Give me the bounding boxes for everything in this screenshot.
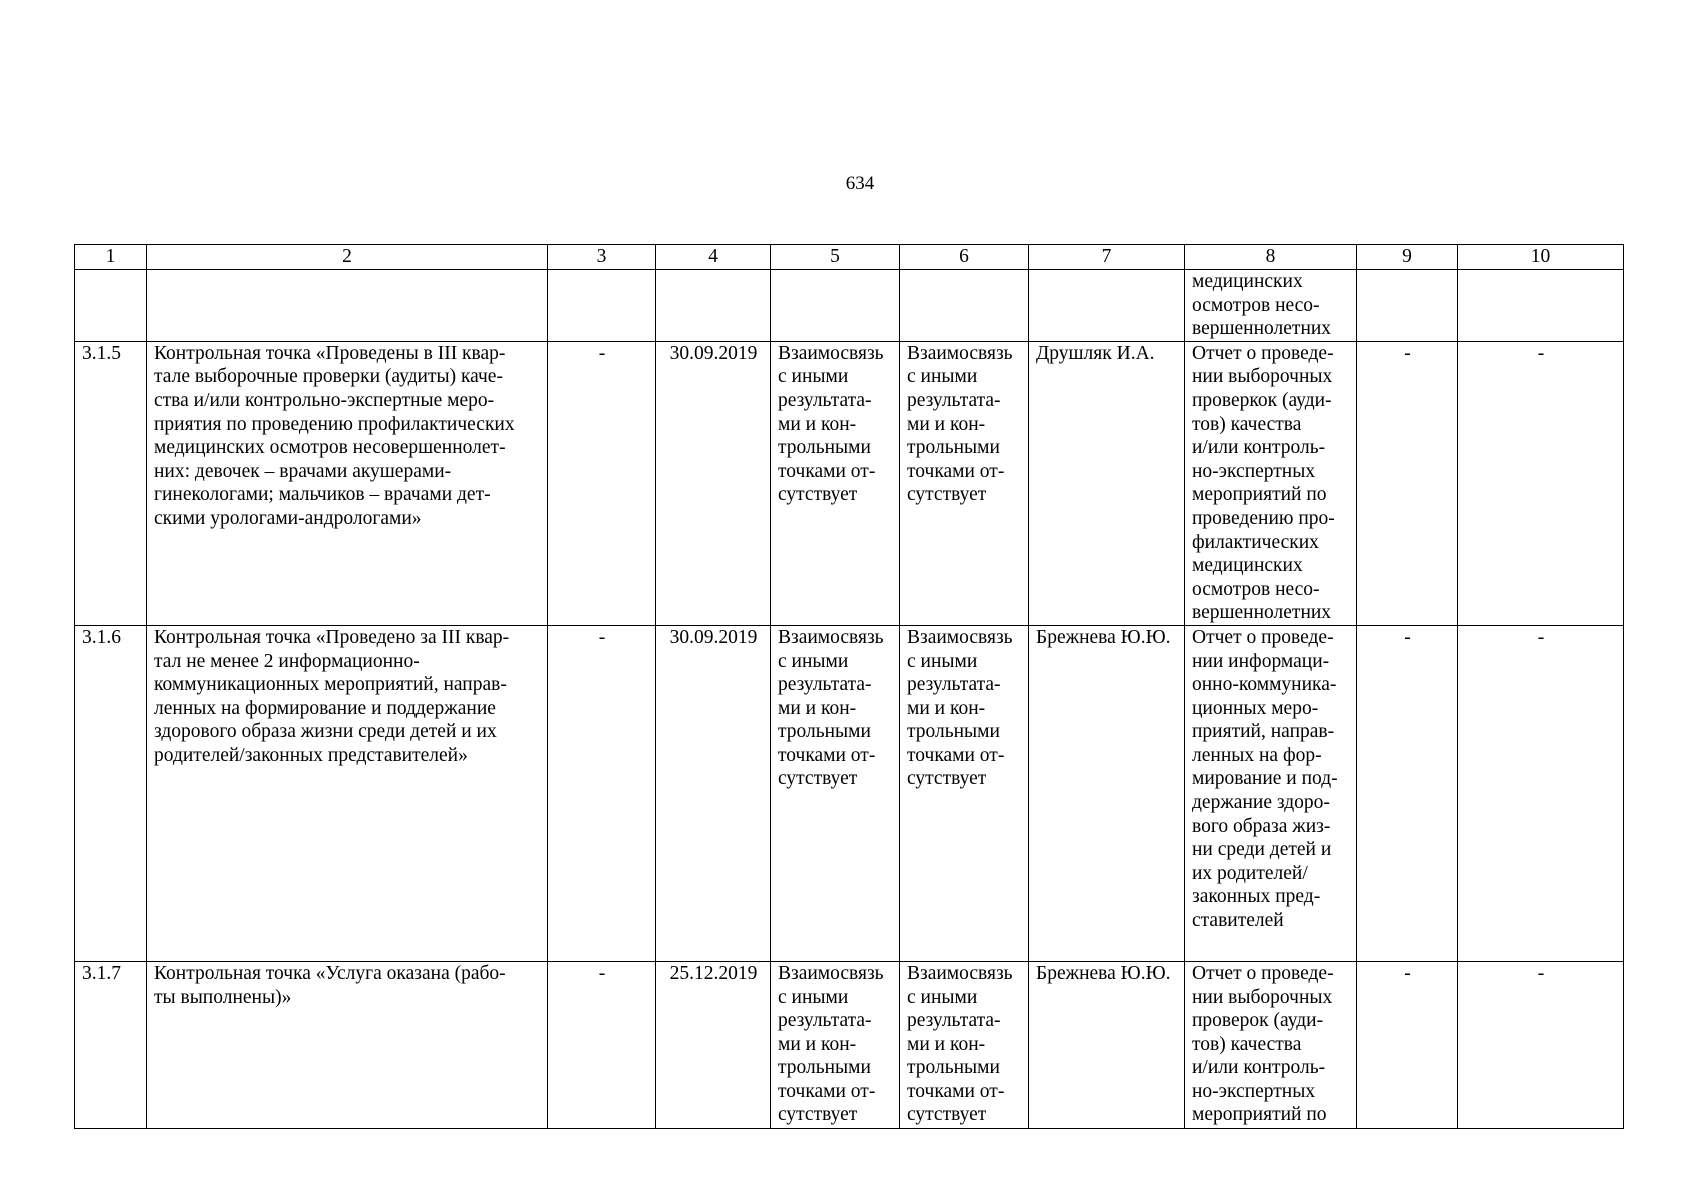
cell-line: сутствует bbox=[907, 484, 987, 506]
cell-line: тал не менее 2 информационно- bbox=[154, 650, 420, 672]
table-cell bbox=[900, 270, 1029, 342]
cell-line: но-экспертных bbox=[1192, 460, 1316, 482]
cell-line: результата- bbox=[907, 1010, 1001, 1032]
cell-line: Взаимосвязь bbox=[778, 626, 884, 648]
cell-line: скими урологами-андрологами» bbox=[154, 507, 422, 529]
page-number: 634 bbox=[845, 173, 875, 194]
cell-line: и/или контроль- bbox=[1192, 437, 1326, 459]
cell-line: приятий, направ- bbox=[1192, 721, 1335, 743]
cell-line: нии информаци- bbox=[1192, 650, 1330, 672]
cell-line: их родителей/ bbox=[1192, 862, 1308, 884]
description-cell bbox=[147, 961, 548, 1128]
cell-line: тале выборочные проверки (аудиты) каче- bbox=[154, 366, 503, 388]
report-cell bbox=[1185, 625, 1357, 961]
cell-line: ленных на формирование и поддержание bbox=[154, 697, 496, 719]
cell-line: сутствует bbox=[907, 1104, 987, 1126]
date-cell: 30.09.2019 bbox=[656, 341, 771, 625]
cell-line: Контрольная точка «Проведено за III квар- bbox=[154, 626, 510, 648]
cell-line: сутствует bbox=[778, 484, 858, 506]
cell-line: родителей/законных представителей» bbox=[154, 744, 468, 766]
responsible-cell: Друшляк И.А. bbox=[1029, 341, 1185, 625]
cell-line: тов) качества bbox=[1192, 413, 1302, 435]
cell-line: ни среди детей и bbox=[1192, 839, 1332, 861]
column-header: 10 bbox=[1458, 245, 1624, 270]
cell-line: ми и кон- bbox=[907, 413, 986, 435]
table-row bbox=[75, 625, 1624, 961]
col3-cell: - bbox=[548, 961, 656, 1128]
col6-cell bbox=[900, 625, 1029, 961]
cell-line: медицинских bbox=[1192, 271, 1303, 292]
table-cell bbox=[1458, 270, 1624, 342]
cell-line: сутствует bbox=[778, 1104, 858, 1126]
cell-line: нии выборочных bbox=[1192, 366, 1333, 388]
column-header: 6 bbox=[900, 245, 1029, 270]
cell-line: проведению про- bbox=[1192, 507, 1335, 529]
col6-cell bbox=[900, 341, 1029, 625]
cell-line: ционных меро- bbox=[1192, 697, 1319, 719]
cell-line: коммуникационных мероприятий, направ- bbox=[154, 674, 507, 696]
cell-line: Контрольная точка «Услуга оказана (рабо- bbox=[154, 962, 506, 984]
cell-line: них: девочек – врачами акушерами- bbox=[154, 460, 452, 482]
cell-line: результата- bbox=[907, 674, 1001, 696]
table-row bbox=[75, 341, 1624, 625]
cell-line: точками от- bbox=[907, 460, 1005, 482]
cell-line: осмотров несо- bbox=[1192, 578, 1320, 600]
cell-line: мероприятий по bbox=[1192, 484, 1327, 506]
cell-line: трольными bbox=[907, 721, 1000, 743]
col10-cell: - bbox=[1458, 341, 1624, 625]
header-row bbox=[75, 245, 1624, 270]
cell-line: ленных на фор- bbox=[1192, 744, 1322, 766]
cell-line: результата- bbox=[778, 1010, 872, 1032]
cell-line: ми и кон- bbox=[907, 1033, 986, 1055]
cell-line: Взаимосвязь bbox=[907, 962, 1013, 984]
cell-line: трольными bbox=[778, 437, 871, 459]
cell-line: Взаимосвязь bbox=[907, 626, 1013, 648]
cell-line: ты выполнены)» bbox=[154, 986, 292, 1008]
cell-line: здорового образа жизни среди детей и их bbox=[154, 721, 497, 743]
cell-line: Отчет о проведе- bbox=[1192, 342, 1334, 364]
table-cell bbox=[548, 270, 656, 342]
cell-line: Контрольная точка «Проведены в III квар- bbox=[154, 342, 506, 364]
table-cell bbox=[771, 270, 900, 342]
cell-line: приятия по проведению профилактических bbox=[154, 413, 515, 435]
date-cell: 25.12.2019 bbox=[656, 961, 771, 1128]
cell-line: ства и/или контрольно-экспертные меро- bbox=[154, 389, 495, 411]
table-cell bbox=[656, 270, 771, 342]
col9-cell: - bbox=[1357, 961, 1458, 1128]
cell-line: Взаимосвязь bbox=[778, 342, 884, 364]
cell-line: сутствует bbox=[907, 768, 987, 790]
cell-line: с иными bbox=[907, 986, 978, 1008]
cell-line: вершеннолетних bbox=[1192, 602, 1332, 624]
cell-line: держание здоро- bbox=[1192, 792, 1330, 814]
row-id: 3.1.6 bbox=[75, 625, 147, 961]
cell-line: филактических bbox=[1192, 531, 1319, 553]
cell-line: с иными bbox=[778, 650, 849, 672]
cell-line: проверок (ауди- bbox=[1192, 1010, 1324, 1032]
cell-line: точками от- bbox=[778, 744, 876, 766]
col9-cell: - bbox=[1357, 341, 1458, 625]
row-id: 3.1.7 bbox=[75, 961, 147, 1128]
col3-cell: - bbox=[548, 625, 656, 961]
cell-line: точками от- bbox=[778, 460, 876, 482]
cell-line: нии выборочных bbox=[1192, 986, 1333, 1008]
column-header: 7 bbox=[1029, 245, 1185, 270]
cell-line: точками от- bbox=[907, 1080, 1005, 1102]
cell-line: мирование и под- bbox=[1192, 768, 1338, 790]
cell-line: ми и кон- bbox=[778, 1033, 857, 1055]
plan-table bbox=[74, 244, 1624, 1129]
table-cell bbox=[1029, 270, 1185, 342]
cell-line: но-экспертных bbox=[1192, 1080, 1316, 1102]
cell-line: трольными bbox=[778, 1057, 871, 1079]
report-cell bbox=[1185, 961, 1357, 1128]
cell-line: точками от- bbox=[778, 1080, 876, 1102]
cell-line: Взаимосвязь bbox=[778, 962, 884, 984]
cell-line: медицинских bbox=[1192, 555, 1303, 577]
cell-line: Отчет о проведе- bbox=[1192, 962, 1334, 984]
col10-cell: - bbox=[1458, 625, 1624, 961]
cell-line: с иными bbox=[907, 366, 978, 388]
cell-line: ми и кон- bbox=[778, 413, 857, 435]
column-header: 5 bbox=[771, 245, 900, 270]
report-cell bbox=[1185, 341, 1357, 625]
cell-line: с иными bbox=[778, 986, 849, 1008]
column-header: 9 bbox=[1357, 245, 1458, 270]
cell-line: трольными bbox=[778, 721, 871, 743]
cell-line: вого образа жиз- bbox=[1192, 815, 1331, 837]
row-id: 3.1.5 bbox=[75, 341, 147, 625]
column-header: 4 bbox=[656, 245, 771, 270]
cell-line: ми и кон- bbox=[778, 697, 857, 719]
report-cell bbox=[1185, 270, 1357, 342]
cell-line: мероприятий по bbox=[1192, 1104, 1327, 1126]
description-cell bbox=[147, 625, 548, 961]
cell-line: сутствует bbox=[778, 768, 858, 790]
cell-line: Отчет о проведе- bbox=[1192, 626, 1334, 648]
column-header: 1 bbox=[75, 245, 147, 270]
cell-line: точками от- bbox=[907, 744, 1005, 766]
cell-line: результата- bbox=[778, 389, 872, 411]
cell-line: медицинских осмотров несовершеннолет- bbox=[154, 437, 506, 459]
cell-line: трольными bbox=[907, 437, 1000, 459]
column-header: 8 bbox=[1185, 245, 1357, 270]
cell-line: онно-коммуника- bbox=[1192, 674, 1337, 696]
col6-cell bbox=[900, 961, 1029, 1128]
date-cell: 30.09.2019 bbox=[656, 625, 771, 961]
table-row-continuation bbox=[75, 270, 1624, 342]
cell-line: с иными bbox=[778, 366, 849, 388]
cell-line: ставителей bbox=[1192, 910, 1284, 932]
description-cell bbox=[147, 341, 548, 625]
responsible-cell: Брежнева Ю.Ю. bbox=[1029, 625, 1185, 961]
table-cell bbox=[75, 270, 147, 342]
column-header: 3 bbox=[548, 245, 656, 270]
column-header: 2 bbox=[147, 245, 548, 270]
cell-line: и/или контроль- bbox=[1192, 1057, 1326, 1079]
table-cell bbox=[147, 270, 548, 342]
cell-line: трольными bbox=[907, 1057, 1000, 1079]
cell-line: Взаимосвязь bbox=[907, 342, 1013, 364]
col9-cell: - bbox=[1357, 625, 1458, 961]
col10-cell: - bbox=[1458, 961, 1624, 1128]
col5-cell bbox=[771, 961, 900, 1128]
cell-line: вершеннолетних bbox=[1192, 318, 1332, 340]
col3-cell: - bbox=[548, 341, 656, 625]
table-cell bbox=[1357, 270, 1458, 342]
col5-cell bbox=[771, 625, 900, 961]
cell-line: осмотров несо- bbox=[1192, 294, 1320, 316]
cell-line: ми и кон- bbox=[907, 697, 986, 719]
cell-line: проверкок (ауди- bbox=[1192, 389, 1332, 411]
cell-line: с иными bbox=[907, 650, 978, 672]
col5-cell bbox=[771, 341, 900, 625]
cell-line: тов) качества bbox=[1192, 1033, 1302, 1055]
cell-line: результата- bbox=[778, 674, 872, 696]
responsible-cell: Брежнева Ю.Ю. bbox=[1029, 961, 1185, 1128]
table-row bbox=[75, 961, 1624, 1128]
cell-line: законных пред- bbox=[1192, 886, 1321, 908]
cell-line: результата- bbox=[907, 389, 1001, 411]
cell-line: гинекологами; мальчиков – врачами дет- bbox=[154, 484, 491, 506]
